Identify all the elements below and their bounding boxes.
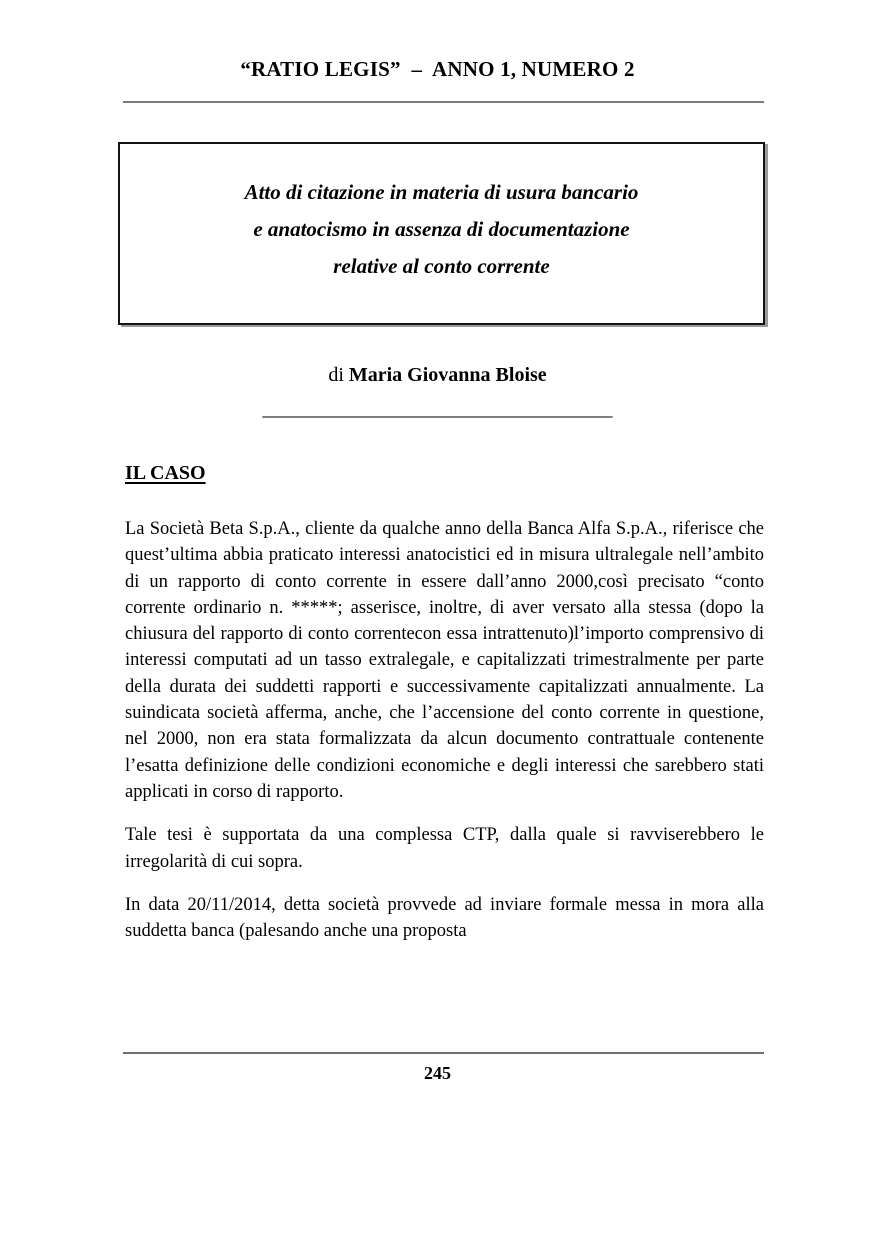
footer-rule [123, 1052, 764, 1054]
article-body [125, 516, 764, 961]
header-rule [123, 101, 764, 103]
byline-separator: ___________________________________ [262, 398, 613, 420]
page-number: 245 [424, 1063, 451, 1083]
paragraph-1: La Società Beta S.p.A., cliente da qualche anno della Banca Alfa S.p.A., riferisce che quest’ultima abbia praticato interessi anatocistici ed in misura ultralegale nell’ambito di un rapporto di conto corrente in essere dall’anno 2000,così precisato “conto corrente ordinario n. *****; asserisce, inoltre, di aver versato alla stessa (dopo la chiusura del rapporto di conto correntecon essa intrattenuto)l’importo comprensivo di interessi computati ad un tasso extralegale, e capitalizzati trimestralmente per parte della durata dei suddetti rapporti e successivamente capitalizzati annualmente. La suindicata società afferma, anche, che l’accensione del conto corrente in questione, nel 2000, non era stata formalizzata da alcun documento contrattuale contenente l’esatta definizione delle condizioni economiche e degli interessi che sarebbero stati applicati in corso di rapporto. [125, 519, 764, 802]
journal-header-title: “RATIO LEGIS” – ANNO 1, NUMERO 2 [240, 57, 635, 81]
byline [0, 364, 875, 387]
article-title-line-1: Atto di citazione in materia di usura bancario [244, 180, 639, 204]
byline-prefix: di [328, 364, 349, 386]
author-name: Maria Giovanna Bloise [348, 364, 547, 386]
article-title-line-3: relative al conto corrente [333, 254, 550, 278]
paragraph-3: In data 20/11/2014, detta società provvede ad inviare formale messa in mora alla suddetta banca (palesando anche una proposta [125, 894, 764, 942]
section-heading: IL CASO [125, 462, 206, 484]
article-title-line-2: e anatocismo in assenza di documentazione [253, 217, 630, 241]
paragraph-2: Tale tesi è supportata da una complessa CTP, dalla quale si ravviserebbero le irregolarità di cui sopra. [125, 825, 764, 872]
article-title-box [118, 142, 765, 325]
